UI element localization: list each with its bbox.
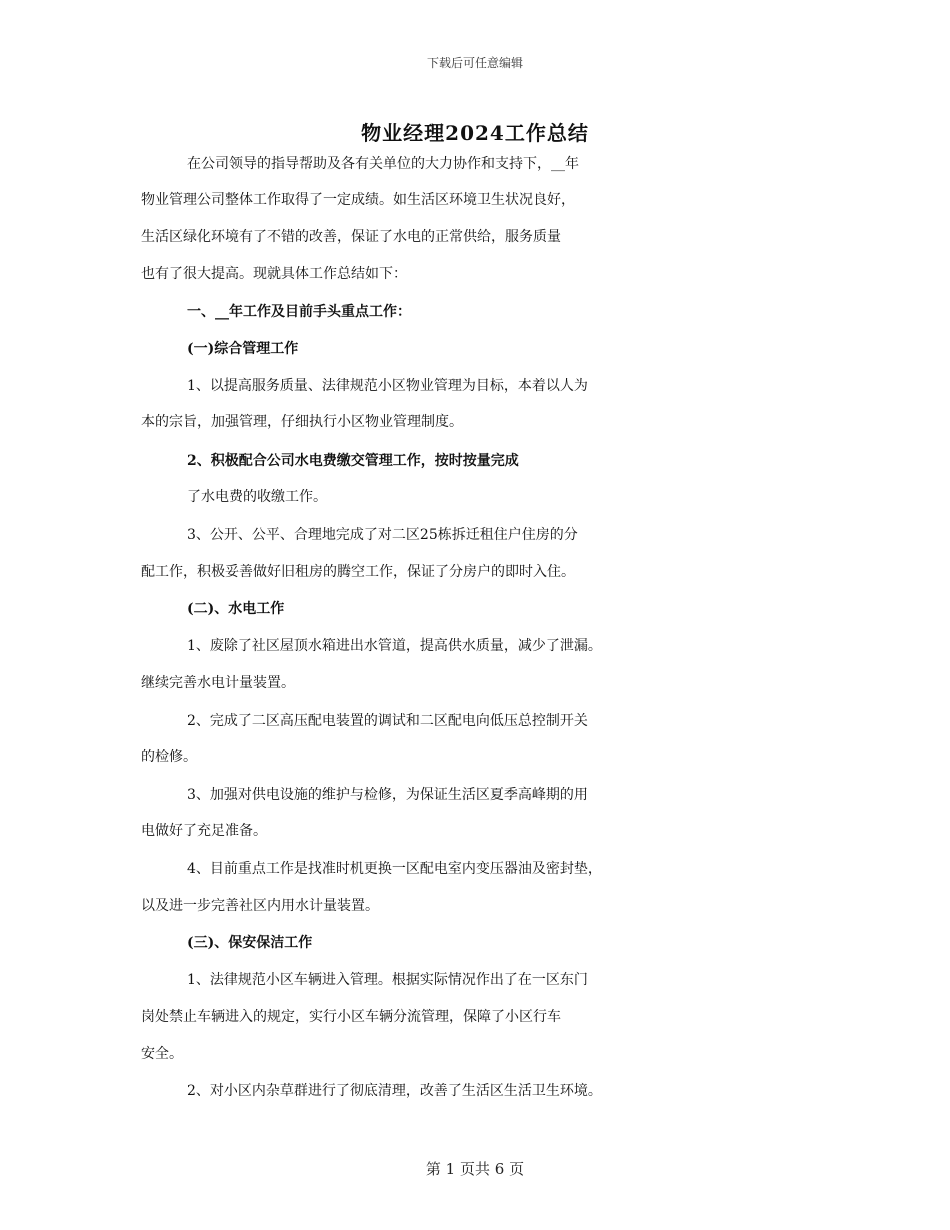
page-number: 第 1 页共 6 页 — [425, 1160, 525, 1178]
paragraph-line: 配工作，积极妥善做好旧租房的腾空工作，保证了分房户的即时入住。 — [141, 564, 575, 580]
bold-item-line: 2、积极配合公司水电费缴交管理工作，按时按量完成 — [187, 453, 519, 469]
subsection-heading: (一)综合管理工作 — [187, 341, 299, 357]
paragraph-line: 岗处禁止车辆进入的规定，实行小区车辆分流管理，保障了小区行车 — [141, 1009, 561, 1025]
paragraph-line: 3、公开、公平、合理地完成了对二区25栋拆迁租住户住房的分 — [187, 527, 578, 543]
page-header: 下载后可任意编辑 — [426, 56, 523, 70]
paragraph-line: 物业管理公司整体工作取得了一定成绩。如生活区环境卫生状况良好， — [141, 192, 575, 208]
paragraph-line: 1、法律规范小区车辆进入管理。根据实际情况作出了在一区东门 — [187, 972, 588, 988]
paragraph-line: 的检修。 — [141, 749, 197, 765]
paragraph-line: 电做好了充足准备。 — [141, 823, 267, 839]
paragraph-line: 2、对小区内杂草群进行了彻底清理，改善了生活区生活卫生环境。 — [187, 1083, 602, 1099]
paragraph-line: 3、加强对供电设施的维护与检修，为保证生活区夏季高峰期的用 — [187, 787, 588, 803]
paragraph-line: 1、废除了社区屋顶水箱进出水管道，提高供水质量，减少了泄漏。 — [187, 638, 602, 654]
paragraph-line: 以及进一步完善社区内用水计量装置。 — [141, 898, 379, 914]
subsection-heading: (二)、水电工作 — [187, 601, 285, 617]
paragraph-line: 2、完成了二区高压配电装置的调试和二区配电向低压总控制开关 — [187, 713, 588, 729]
paragraph-line: 4、目前重点工作是找准时机更换一区配电室内变压器油及密封垫， — [187, 861, 602, 877]
section-heading: 一、__年工作及目前手头重点工作： — [187, 304, 411, 320]
paragraph-line: 在公司领导的指导帮助及各有关单位的大力协作和支持下，__年 — [187, 156, 579, 172]
paragraph-line: 也有了很大提高。现就具体工作总结如下： — [141, 266, 407, 282]
paragraph-line: 安全。 — [141, 1046, 183, 1062]
subsection-heading: (三)、保安保洁工作 — [187, 935, 313, 951]
paragraph-line: 了水电费的收缴工作。 — [187, 489, 327, 505]
document-title: 物业经理2024工作总结 — [361, 121, 589, 145]
paragraph-line: 继续完善水电计量装置。 — [141, 675, 295, 691]
paragraph-line: 生活区绿化环境有了不错的改善，保证了水电的正常供给，服务质量 — [141, 229, 561, 245]
paragraph-line: 本的宗旨，加强管理，仔细执行小区物业管理制度。 — [141, 414, 463, 430]
paragraph-line: 1、以提高服务质量、法律规范小区物业管理为目标，本着以人为 — [187, 378, 588, 394]
